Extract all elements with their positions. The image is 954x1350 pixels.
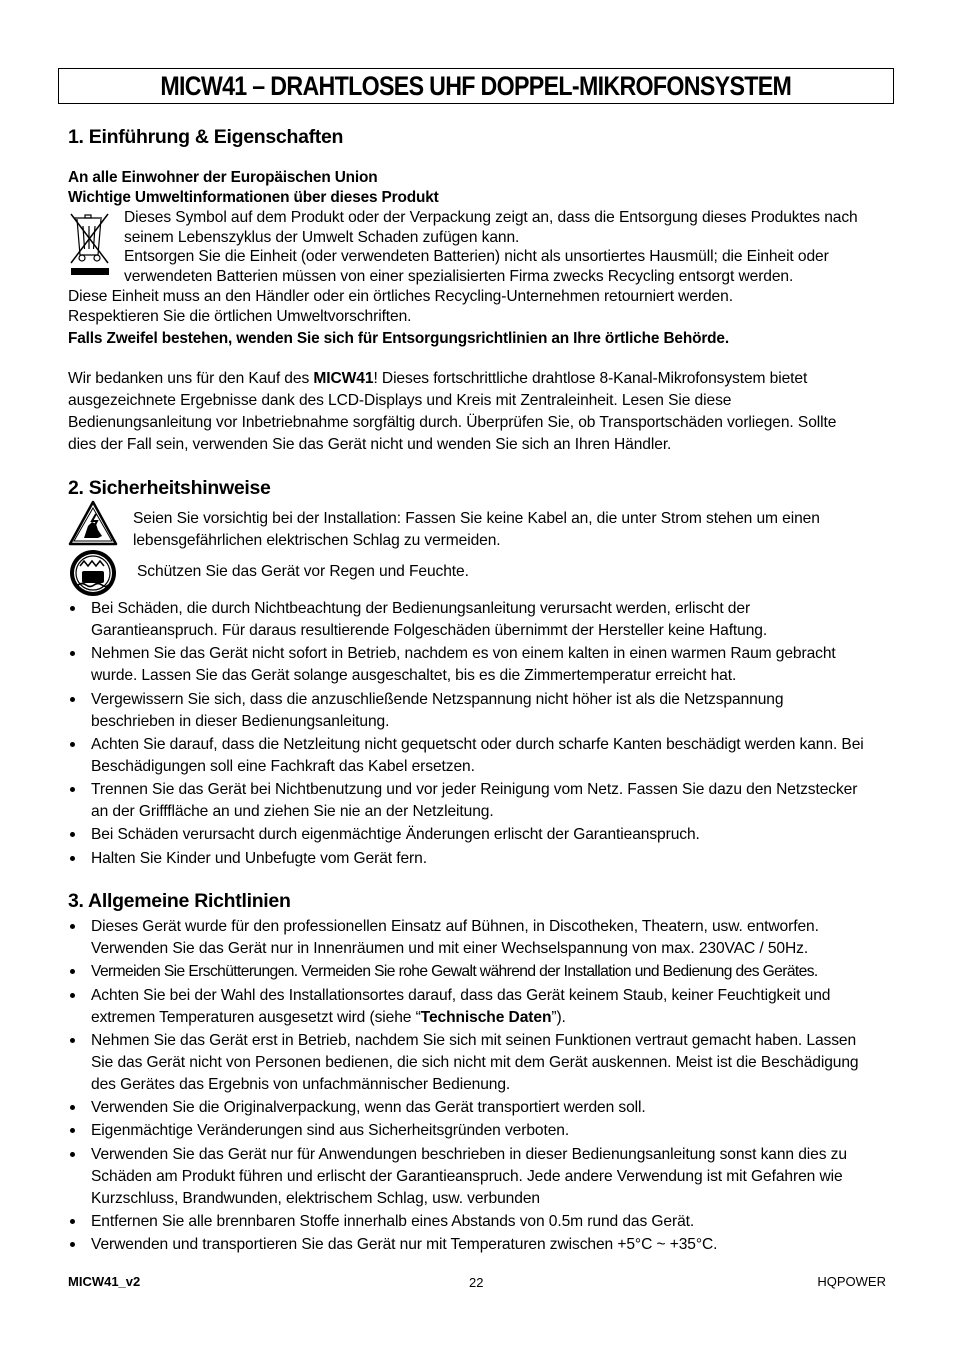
list-item: Dieses Gerät wurde für den professionellen Einsatz auf Bühnen, in Discotheken, Theatern, usw. entworfen. Verwenden Sie das Gerät nur in Innenräumen und mit einer Wechselspannung von max. 230VAC / 50Hz. — [68, 916, 888, 960]
safety-bullet-list — [68, 598, 888, 871]
thanks-line-1: Wir bedanken uns für den Kauf des MICW41! Dieses fortschrittliche drahtlose 8-Kanal-Mikrofonsystem bietet — [68, 370, 808, 387]
section-heading-intro: 1. Einführung & Eigenschaften — [68, 126, 344, 148]
thanks-line: Bedienungsanleitung vor Inbetriebnahme sorgfältig durch. Überprüfen Sie, ob Transportschäden vorliegen. Sollte — [68, 414, 837, 431]
thanks-line: dies der Fall sein, verwenden Sie das Gerät nicht und wenden Sie sich an Ihren Händler. — [68, 436, 672, 453]
electric-shock-warning-icon — [68, 500, 118, 546]
rain-protect-text: Schützen Sie das Gerät vor Regen und Feuchte. — [137, 563, 469, 580]
list-item: Halten Sie Kinder und Unbefugte vom Gerät fern. — [68, 848, 888, 870]
list-item: Verwenden Sie das Gerät nur für Anwendungen beschrieben in dieser Bedienungsanleitung sonst kann dies zu Schäden am Produkt führen und erlischt der Garantieanspruch. Jede andere Verwendung ist mit Gefahren wie Kurzschluss, Brandwunden, elektrischem Schlag, usw. verbunden — [68, 1144, 888, 1210]
eu-heading-1: An alle Einwohner der Europäischen Union — [68, 169, 378, 186]
list-item: Trennen Sie das Gerät bei Nichtbenutzung und vor jeder Reinigung vom Netz. Fassen Sie dazu den Netzstecker an der Grifffläche an und ziehen Sie nie an der Netzleitung. — [68, 779, 888, 823]
list-item: Entfernen Sie alle brennbaren Stoffe innerhalb eines Abstands von 0.5m rund das Gerät. — [68, 1211, 888, 1233]
technical-data-reference: Technische Daten — [420, 1008, 552, 1026]
list-item: Nehmen Sie das Gerät erst in Betrieb, nachdem Sie sich mit seinen Funktionen vertraut gemacht haben. Lassen Sie das Gerät nicht von Personen bedienen, die sich nicht mit dem Gerät auskennen. Meist ist die Beschädigung des Gerätes das Ergebnis von unfachmännischer Bedienung. — [68, 1030, 888, 1096]
list-item: Vermeiden Sie Erschütterungen. Vermeiden Sie rohe Gewalt während der Installation und Bedienung des Gerätes. — [68, 961, 888, 983]
thanks-line: ausgezeichnete Ergebnisse dank des LCD-Displays und Kreis mit Zentraleinheit. Lesen Sie diese — [68, 392, 732, 409]
return-text: Diese Einheit muss an den Händler oder ein örtliches Recycling-Unternehmen retourniert werden. — [68, 288, 733, 305]
general-bullet-list — [68, 916, 888, 1258]
list-item: Verwenden und transportieren Sie das Gerät nur mit Temperaturen zwischen +5°C ~ +35°C. — [68, 1234, 888, 1256]
list-item: Vergewissern Sie sich, dass die anzuschließende Netzspannung nicht höher ist als die Netzspannung beschrieben in dieser Bedienungsanleitung. — [68, 689, 888, 733]
doubt-text: Falls Zweifel bestehen, wenden Sie sich für Entsorgungsrichtlinien an Ihre örtliche Behörde. — [68, 330, 729, 347]
protect-from-rain-icon — [68, 549, 118, 597]
title-box — [58, 68, 894, 104]
eu-heading-2: Wichtige Umweltinformationen über dieses Produkt — [68, 189, 439, 206]
list-item: Bei Schäden verursacht durch eigenmächtige Änderungen erlischt der Garantieanspruch. — [68, 824, 888, 846]
weee-text-line: Dieses Symbol auf dem Produkt oder der Verpackung zeigt an, dass die Entsorgung dieses Produktes nach — [124, 209, 858, 226]
weee-text-line: Entsorgen Sie die Einheit (oder verwendeten Batterien) nicht als unsortiertes Hausmüll; die Einheit oder — [124, 248, 829, 265]
respect-text: Respektieren Sie die örtlichen Umweltvorschriften. — [68, 308, 412, 325]
weee-text-line: seinem Lebenszyklus der Umwelt Schaden zufügen kann. — [124, 229, 520, 246]
model-name: MICW41 — [313, 370, 374, 387]
weee-text-line: verwendeten Batterien müssen von einer spezialisierten Firma zwecks Recycling entsorgt werden. — [124, 268, 794, 285]
page-title: MICW41 – DRAHTLOSES UHF DOPPEL-MIKROFONSYSTEM — [160, 70, 792, 101]
shock-warning-text: Seien Sie vorsichtig bei der Installation: Fassen Sie keine Kabel an, die unter Strom stehen um einen lebensgefährlichen elektrischen Schlag zu vermeiden. — [133, 510, 820, 549]
list-item: Verwenden Sie die Originalverpackung, wenn das Gerät transportiert werden soll. — [68, 1097, 888, 1119]
section-heading-safety: 2. Sicherheitshinweise — [68, 477, 271, 499]
list-item: Bei Schäden, die durch Nichtbeachtung der Bedienungsanleitung verursacht werden, erlischt der Garantieanspruch. Für daraus resultierende Folgeschäden übernimmt der Hersteller keine Haftung. — [68, 598, 888, 642]
section-heading-general: 3. Allgemeine Richtlinien — [68, 890, 291, 912]
footer-page-number: 22 — [469, 1275, 484, 1290]
weee-bin-icon — [68, 211, 112, 277]
list-item: Achten Sie bei der Wahl des Installationsortes darauf, dass das Gerät keinem Staub, keiner Feuchtigkeit und extremen Temperaturen ausgesetzt wird (siehe “Technische Daten”). — [68, 985, 888, 1029]
list-item: Eigenmächtige Veränderungen sind aus Sicherheitsgründen verboten. — [68, 1120, 888, 1142]
list-item: Achten Sie darauf, dass die Netzleitung nicht gequetscht oder durch scharfe Kanten beschädigt werden kann. Bei Beschädigungen soll eine Fachkraft das Kabel ersetzen. — [68, 734, 888, 778]
footer-doc-code: MICW41_v2 — [68, 1274, 141, 1289]
list-item: Nehmen Sie das Gerät nicht sofort in Betrieb, nachdem es von einem kalten in einen warmen Raum gebracht wurde. Lassen Sie das Gerät solange ausgeschaltet, bis es die Zimmertemperatur erreicht hat. — [68, 643, 888, 687]
thanks-paragraph — [68, 368, 836, 456]
footer-brand: HQPOWER — [817, 1274, 886, 1289]
